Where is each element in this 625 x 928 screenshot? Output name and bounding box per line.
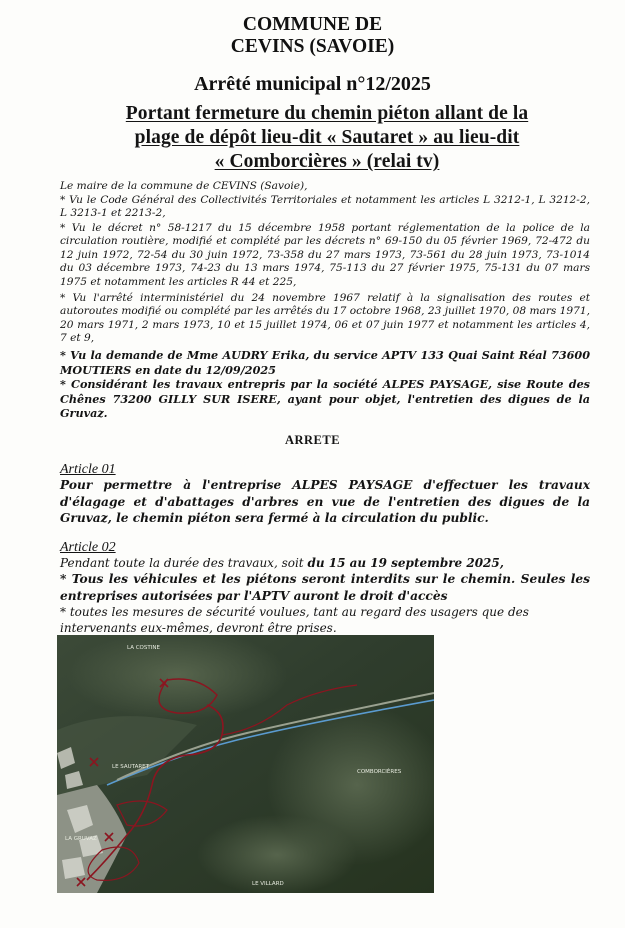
article1-heading: Article 01 (60, 462, 116, 477)
commune-heading: COMMUNE DE (242, 14, 383, 35)
map-label: LE SAUTARET (112, 764, 150, 770)
map-label: LE VILLARD (252, 881, 284, 887)
subject-line: Portant fermeture du chemin piéton allant de la (125, 103, 529, 124)
map-label: COMBORCIÈRES (357, 769, 402, 775)
map-label: LA GRUVAZ (65, 836, 97, 842)
preamble-decret: * Vu le décret n° 58-1217 du 15 décembre 1958 portant réglementation de la police de la circulation routière, modifié et complété par les décrets n° 69-150 du 05 février 1969, 72-472 du 12 juin 1972, 72-54 du 30 juin 1972, 73-358 du 27 mars 1973, 73-561 du 28 juin 1973, 73-1014 du 03 décembre 1973, 74-23 du 13 mars 1974, 75-113 du 27 février 1975, 75-131 du 07 mars 1975 et notamment les articles R 44 et 225, (60, 222, 590, 288)
decree-subject (58, 102, 596, 174)
map-label: LA COSTINE (127, 645, 160, 651)
preamble-considerant: * Considérant les travaux entrepris par la société ALPES PAYSAGE, sise Route des Chênes 73200 GILLY SUR ISERE, ayant pour objet, l'entretien des digues de la Gruvaz. (60, 377, 590, 420)
preamble-interministeriel: * Vu l'arrêté interministériel du 24 novembre 1967 relatif à la signalisation des routes et autoroutes modifié ou complété par les arrêtés du 17 octobre 1968, 23 juillet 1970, 08 mars 1971, 20 mars 1971, 2 mars 1973, 10 et 15 juillet 1974, 06 et 07 juin 1977 et notamment les articles 4, 7 et 9, (60, 292, 591, 345)
article2-intro: Pendant toute la durée des travaux, soit (60, 556, 308, 570)
preamble-cgct: * Vu le Code Général des Collectivités Territoriales et notamment les articles L 3212-1, L 3212-2, L 3213-1 et 2213-2, (60, 194, 590, 220)
preamble-demande: * Vu la demande de Mme AUDRY Erika, du service APTV 133 Quai Saint Réal 73600 MOUTIERS en date du 12/09/2025 (60, 348, 590, 377)
article2-heading: Article 02 (60, 540, 116, 555)
arrete-heading: ARRETE (284, 433, 341, 447)
article2-securite: * toutes les mesures de sécurité voulues, tant au regard des usagers que des intervenants eux-mêmes, devront être prises. (60, 605, 529, 635)
subject-line: plage de dépôt lieu-dit « Sautaret » au lieu-dit (134, 127, 520, 148)
article2-intro-line (60, 555, 590, 571)
aerial-map (57, 635, 434, 893)
map-svg (57, 635, 434, 893)
article2-dates: du 15 au 19 septembre 2025, (307, 556, 504, 570)
article1-body: Pour permettre à l'entreprise ALPES PAYSAGE d'effectuer les travaux d'élagage et d'abattages d'arbres en vue de l'entretien des digues de la Gruvaz, le chemin piéton sera fermé à la circulation du public. (60, 478, 590, 526)
decree-title: Arrêté municipal n°12/2025 (194, 73, 431, 95)
article2-interdiction: * Tous les véhicules et les piétons seront interdits sur le chemin. Seules les entreprises autorisées par l'APTV auront le droit d'accès (60, 572, 590, 603)
preamble-mayor: Le maire de la commune de CEVINS (Savoie), (60, 180, 308, 192)
subject-line: « Comborcières » (relai tv) (214, 151, 440, 172)
town-heading: CEVINS (SAVOIE) (230, 36, 395, 57)
